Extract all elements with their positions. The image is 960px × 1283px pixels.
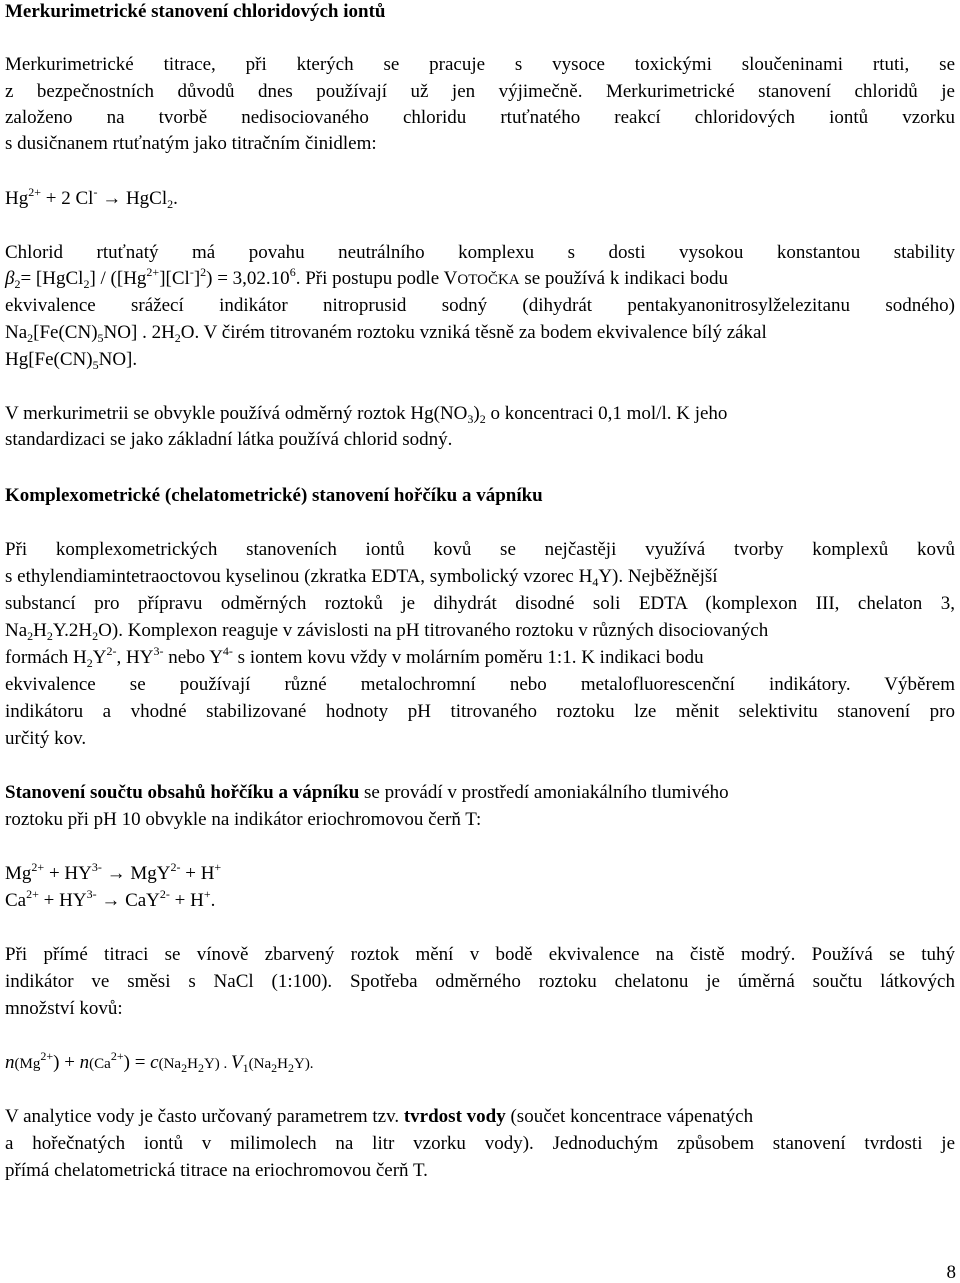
- equation-mg: $Mg^{2+} + HY^{3-} \to MgY^{2-} + H^+$: [5, 860, 222, 884]
- paragraph-line: přímá chelatometrická titrace na eriochromovou čerň T.: [5, 1160, 428, 1181]
- stability-constant-line: $\beta_2=$ [HgCl$_2$] / $([Hg^{2+}][Cl^-]^2) = 3,02.10^6$. Při postupu podle VOTOČKA se používá k indikaci bodu: [5, 265, 729, 291]
- paragraph-line: $Hg[Fe(CN)_5NO]$.: [5, 349, 138, 372]
- section-title-mercurimetry: Merkurimetrické stanovení chloridových iontů: [5, 1, 386, 22]
- paragraph-line: roztoku při pH 10 obvykle na indikátor eriochromovou čerň T:: [5, 809, 482, 830]
- paragraph-line: V merkurimetrii se obvykle používá odměrný roztok $Hg(NO_3)_2$ o koncentraci 0,1 mol/l. K jeho: [5, 403, 728, 426]
- paragraph-line: založeno na tvorbě nedisociovaného chloridu rtuťnatého reakcí chloridových iontů vzorku: [5, 107, 955, 128]
- section-title-complexometry: Komplexometrické (chelatometrické) stanovení hořčíku a vápníku: [5, 485, 543, 506]
- equation-hg-cl: $Hg^{2+} + 2$ Cl- → HgCl$_2$.: [5, 185, 178, 211]
- paragraph-line: z bezpečnostních důvodů dnes používají už jen výjimečně. Merkurimetrické stanovení chloridů je: [5, 81, 955, 102]
- paragraph-line: $Na_2H_2Y.2H_2O$). Komplexon reaguje v závislosti na pH titrovaného roztoku v různých disociovaných: [5, 620, 769, 643]
- paragraph-line: Chlorid rtuťnatý má povahu neutrálního komplexu s dosti vysokou konstantou stability: [5, 242, 955, 263]
- paragraph-line: s dusičnanem rtuťnatým jako titračním činidlem:: [5, 133, 377, 154]
- equation-ca: $Ca^{2+} + HY^{3-} \to CaY^{2-} + H^+$.: [5, 887, 216, 911]
- paragraph-line: ekvivalence srážecí indikátor nitroprusid sodný (dihydrát pentakyanonitrosylželezitanu sodného): [5, 295, 955, 316]
- paragraph-line: určitý kov.: [5, 728, 87, 749]
- paragraph-line: s ethylendiamintetraoctovou kyselinou (zkratka EDTA, symbolický vzorec $H_4Y$). Nejběžnější: [5, 566, 718, 589]
- paragraph-line: substancí pro přípravu odměrných roztoků je dihydrát disodné soli EDTA (komplexon III, chelaton 3,: [5, 593, 955, 614]
- paragraph-line: a hořečnatých iontů v milimolech na litr vzorku vody). Jednoduchým způsobem stanovení tvrdosti je: [5, 1133, 955, 1154]
- page-number: 8: [946, 1262, 956, 1283]
- paragraph-line: formách $H_2Y^{2-}$, $HY^{3-}$ nebo $Y^{4-}$ s iontem kovu vždy v molárním poměru 1:1. K indikaci bodu: [5, 644, 704, 670]
- paragraph-line: Při přímé titraci se vínově zbarvený roztok mění v bodě ekvivalence na čistě modrý. Používá se tuhý: [5, 944, 955, 965]
- paragraph-line: Merkurimetrické titrace, při kterých se pracuje s vysoce toxickými sloučeninami rtuti, se: [5, 54, 955, 75]
- paragraph-line: indikátoru a vhodné stabilizované hodnoty pH titrovaného roztoku lze měnit selektivitu stanovení pro: [5, 701, 955, 722]
- paragraph-line: množství kovů:: [5, 998, 123, 1019]
- paragraph-line: Při komplexometrických stanoveních iontů kovů se nejčastěji využívá tvorby komplexů kovů: [5, 539, 955, 560]
- paragraph-line: ekvivalence se používají různé metalochromní nebo metalofluorescenční indikátory. Výběrem: [5, 674, 955, 695]
- paragraph-line: indikátor ve směsi s NaCl (1:100). Spotřeba odměrného roztoku chelatonu je úměrná součtu látkových: [5, 971, 955, 992]
- paragraph-line: V analytice vody je často určovaný parametrem tzv. tvrdost vody (součet koncentrace vápenatých: [5, 1106, 754, 1127]
- bold-lead: Stanovení součtu obsahů hořčíku a vápníku: [5, 782, 360, 803]
- paragraph-line-lead: Stanovení součtu obsahů hořčíku a vápníku se provádí v prostředí amoniakálního tlumivého: [5, 782, 729, 803]
- formula-line: $n(Mg^{2+}) + n(Ca^{2+}) = c(Na_2H_2Y)$ . $V_1(Na_2H_2Y)$.: [5, 1049, 314, 1075]
- paragraph-line: $Na_2[Fe(CN)_5NO]$ . $2H_2O$. V čirém titrovaném roztoku vzniká těsně za bodem ekvivalence bílý zákal: [5, 322, 767, 345]
- paragraph-line: standardizaci se jako základní látka používá chlorid sodný.: [5, 429, 453, 450]
- bold-term-water-hardness: tvrdost vody: [403, 1106, 506, 1127]
